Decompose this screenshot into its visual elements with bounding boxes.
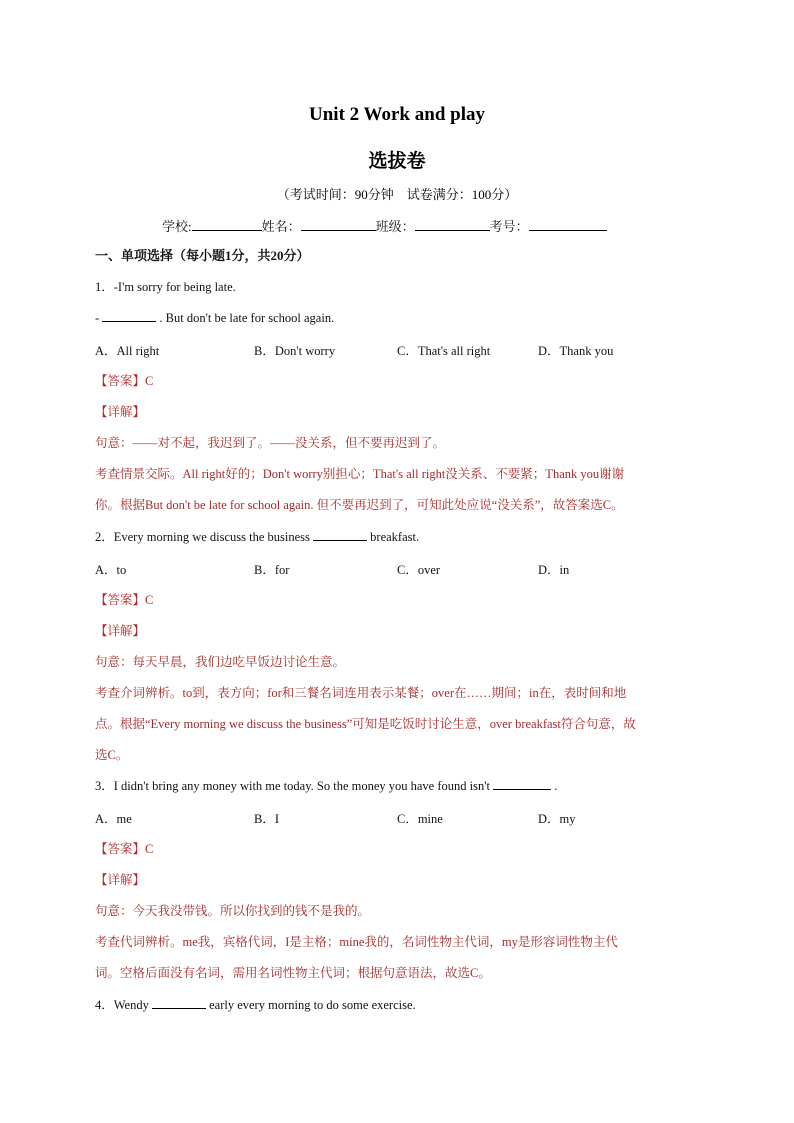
- q1-option-d[interactable]: D．Thank you: [538, 344, 614, 358]
- exam-no-field[interactable]: [529, 218, 607, 231]
- q3-meaning: 句意：今天我没带钱。所以你找到的钱不是我的。: [95, 904, 371, 918]
- class-field[interactable]: [415, 218, 490, 231]
- q2-option-c[interactable]: C．over: [397, 563, 441, 577]
- section-title: 一、单项选择（每小题1分，共20分）: [95, 248, 310, 263]
- q3-stem: 3．I didn't bring any money with me today. So the money you have found isn't .: [95, 779, 558, 793]
- q1-option-c[interactable]: C．That's all right: [397, 344, 491, 358]
- q1-detail-heading: 【详解】: [95, 405, 146, 419]
- exam-no-label: 考号：: [489, 219, 529, 234]
- q1-analysis-2: 你。根据But don't be late for school again. 但不要再迟到了，可知此处应说“没关系”，故答案选C。: [95, 498, 624, 512]
- student-info-row: [162, 216, 607, 235]
- school-label: 学校:: [162, 219, 192, 234]
- page-title: Unit 2 Work and play: [309, 104, 485, 125]
- q3-analysis-2: 词。空格后面没有名词，需用名词性物主代词；根据句意语法，故选C。: [95, 966, 491, 980]
- q3-option-c[interactable]: C．mine: [397, 812, 443, 826]
- q3-answer: 【答案】C: [95, 842, 154, 856]
- name-field[interactable]: [301, 218, 376, 231]
- q4-blank: [152, 996, 206, 1009]
- name-label: 姓名：: [261, 219, 301, 234]
- q3-analysis-1: 考查代词辨析。me我，宾格代词，I是主格；mine我的，名词性物主代词，my是形容词性物主代: [95, 935, 618, 949]
- q3-option-d[interactable]: D．my: [538, 812, 576, 826]
- q2-option-b[interactable]: B．for: [254, 563, 290, 577]
- q3-option-b[interactable]: B．I: [254, 812, 280, 826]
- class-label: 班级：: [375, 219, 415, 234]
- q2-answer: 【答案】C: [95, 593, 154, 607]
- school-field[interactable]: [192, 218, 262, 231]
- q2-blank: [313, 528, 367, 541]
- q2-stem: 2．Every morning we discuss the business breakfast.: [95, 530, 420, 544]
- q1-option-b[interactable]: B．Don't worry: [254, 344, 336, 358]
- q1-blank: [102, 309, 156, 322]
- q2-option-d[interactable]: D．in: [538, 563, 570, 577]
- q1-analysis-1: 考查情景交际。All right好的；Don't worry别担心；That's all right没关系、不要紧；Thank you谢谢: [95, 467, 625, 481]
- q1-stem: 1．-I'm sorry for being late.: [95, 280, 236, 294]
- q1-answer: 【答案】C: [95, 374, 154, 388]
- q2-meaning: 句意：每天早晨，我们边吃早饭边讨论生意。: [95, 655, 346, 669]
- q3-blank: [493, 777, 551, 790]
- q2-analysis-3: 选C。: [95, 748, 129, 762]
- q2-analysis-1: 考查介词辨析。to到，表方向；for和三餐名词连用表示某餐；over在……期间；in在，表时间和地: [95, 686, 627, 700]
- q3-detail-heading: 【详解】: [95, 873, 146, 887]
- q1-option-a[interactable]: A．All right: [95, 344, 160, 358]
- q2-detail-heading: 【详解】: [95, 624, 146, 638]
- q4-stem: 4．Wendy early every morning to do some exercise.: [95, 998, 416, 1012]
- q1-stem-2: - . But don't be late for school again.: [95, 311, 335, 325]
- page-subtitle: 选拔卷: [368, 151, 426, 172]
- q2-analysis-2: 点。根据“Every morning we discuss the business”可知是吃饭时讨论生意，over breakfast符合句意，故: [95, 717, 636, 731]
- q2-option-a[interactable]: A．to: [95, 563, 127, 577]
- exam-info: （考试时间：90分钟 试卷满分：100分）: [276, 187, 518, 202]
- q3-option-a[interactable]: A．me: [95, 812, 132, 826]
- q1-meaning: 句意：——对不起，我迟到了。——没关系，但不要再迟到了。: [95, 436, 446, 450]
